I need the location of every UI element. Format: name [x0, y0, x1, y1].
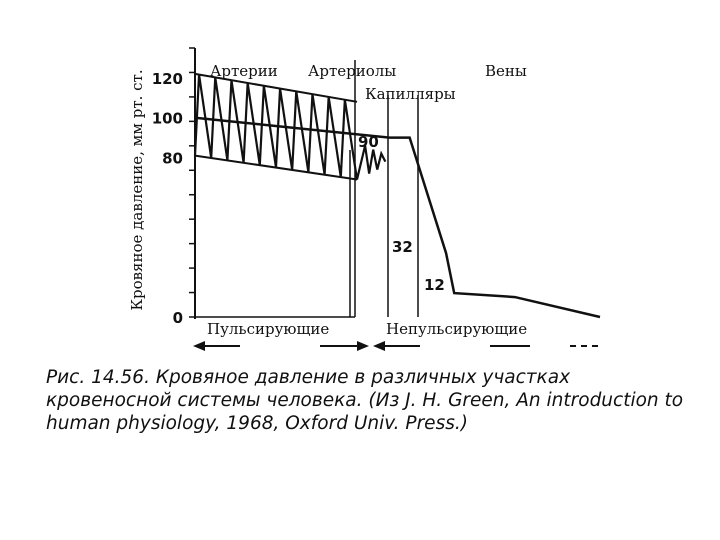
caption-prefix: Рис. 14.56. [46, 367, 150, 388]
figure-caption [46, 366, 686, 435]
mean-pressure-line [195, 118, 600, 317]
y-tick-label: 80 [162, 149, 183, 168]
region-label: Капилляры [365, 85, 456, 103]
y-tick-label: 0 [172, 309, 183, 327]
region-label: Артериолы [308, 62, 397, 80]
y-tick-label: 100 [151, 109, 183, 128]
y-tick-label: 120 [151, 69, 183, 88]
point-value-label: 32 [392, 238, 413, 256]
region-label: Вены [485, 62, 527, 80]
point-value-label: 90 [358, 133, 379, 151]
arrow-head [357, 341, 369, 351]
arrow-head [373, 341, 385, 351]
region-label: Артерии [210, 62, 278, 80]
y-axis-label: Кровяное давление, мм рт. ст. [128, 69, 146, 311]
point-value-label: 12 [424, 276, 445, 294]
arrow-head [193, 341, 205, 351]
caption-text: Кровяное давление в различных участках кровеносной системы человека. (Из J. H. Green, An introduction to human physiology, 1968, Oxford Univ. Press.) [46, 367, 684, 434]
chart-marks [193, 74, 600, 351]
pulsatile-label: Пульсирующие [207, 320, 330, 338]
nonpulsatile-label: Непульсирующие [386, 320, 528, 338]
